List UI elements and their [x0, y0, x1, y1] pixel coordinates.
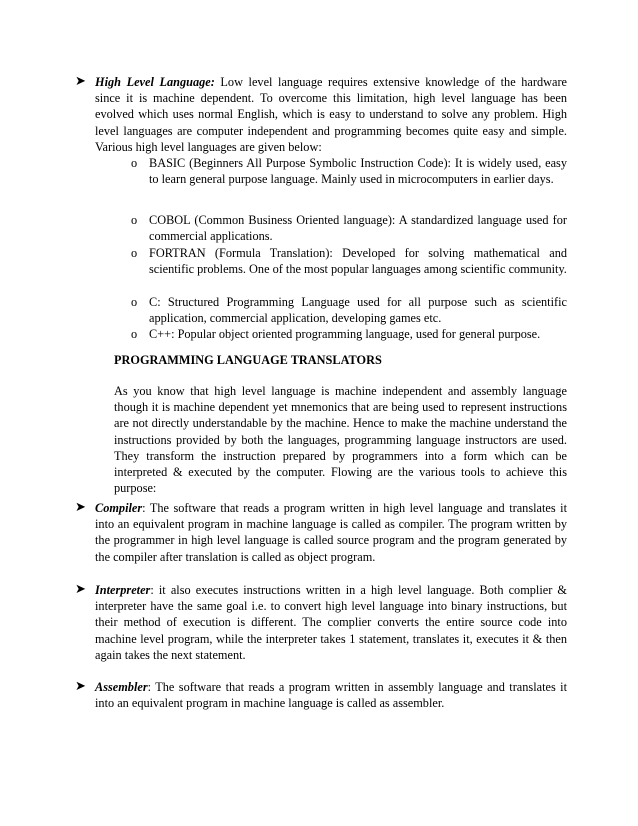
arrow-bullet-icon: ➤	[75, 582, 86, 597]
language-item-basic	[131, 155, 567, 187]
arrow-bullet-icon: ➤	[75, 679, 86, 694]
assembler-paragraph	[95, 679, 567, 711]
compiler-term: Compiler	[95, 501, 143, 515]
language-item-text: FORTRAN (Formula Translation): Developed for solving mathematical and scientific problems. One of the most popular languages among scientific community.	[149, 246, 567, 277]
circle-bullet-icon: o	[131, 295, 138, 309]
circle-bullet-icon: o	[131, 156, 138, 170]
section-assembler	[75, 679, 567, 711]
arrow-bullet-icon: ➤	[75, 500, 86, 515]
circle-bullet-icon: o	[131, 246, 138, 260]
arrow-bullet-icon: ➤	[75, 74, 86, 89]
language-item-text: C: Structured Programming Language used for all purpose such as scientific application, commercial application, developing games etc.	[149, 295, 567, 326]
high-level-paragraph	[95, 74, 567, 155]
translators-intro-text: As you know that high level language is machine independent and assembly language though it is machine dependent yet mnemonics that are being used to represent instructions are not directly understandable by the machine. Hence to make the machine understand the instructions provided by both the languages, programming language instructors are used. They transform the instruction prepared by programmers into a form which can be interpreted & executed by the computer. Flowing are the various tools to achieve this purpose:	[114, 384, 567, 496]
compiler-text: : The software that reads a program written in high level language and translates it into an equivalent program in machine language is called as compiler. The program written by the programmer in high level language is called source program and the program generated by the compiler after translation is called as object program.	[95, 501, 567, 564]
language-item-fortran	[131, 245, 567, 277]
assembler-text: : The software that reads a program written in assembly language and translates it into an equivalent program in machine language is called as assembler.	[95, 680, 567, 711]
assembler-term: Assembler	[95, 680, 148, 694]
section-interpreter	[75, 582, 567, 663]
interpreter-text: : it also executes instructions written in a high level language. Both complier & interpreter have the same goal i.e. to convert high level language into binary instructions, but their method of execution is different. The complier converts the entire source code into machine level program, while the interpreter takes 1 statement, translates it, executes it & then again takes the next statement.	[95, 583, 567, 662]
language-item-text: BASIC (Beginners All Purpose Symbolic Instruction Code): It is widely used, easy to learn general purpose language. Mainly used in microcomputers in earlier days.	[149, 156, 567, 187]
section-compiler	[75, 500, 567, 565]
circle-bullet-icon: o	[131, 327, 138, 341]
language-item-text: COBOL (Common Business Oriented language): A standardized language used for commercial applications.	[149, 213, 567, 244]
interpreter-paragraph	[95, 582, 567, 663]
high-level-text: Low level language requires extensive knowledge of the hardware since it is machine dependent. To overcome this limitation, high level language has been evolved which uses normal English, which is easy to understand to solve any problem. High level languages are computer independent and programming becomes quite easy and simple. Various high level languages are given below:	[95, 75, 567, 154]
translators-heading: PROGRAMMING LANGUAGE TRANSLATORS	[114, 353, 382, 367]
section-high-level-language	[75, 74, 567, 155]
compiler-paragraph	[95, 500, 567, 565]
language-item-cpp	[131, 326, 567, 342]
translators-intro	[114, 383, 567, 496]
language-item-c	[131, 294, 567, 326]
high-level-term: High Level Language:	[95, 75, 215, 89]
interpreter-term: Interpreter	[95, 583, 151, 597]
circle-bullet-icon: o	[131, 213, 138, 227]
language-item-cobol	[131, 212, 567, 244]
language-item-text: C++: Popular object oriented programming language, used for general purpose.	[149, 327, 541, 341]
